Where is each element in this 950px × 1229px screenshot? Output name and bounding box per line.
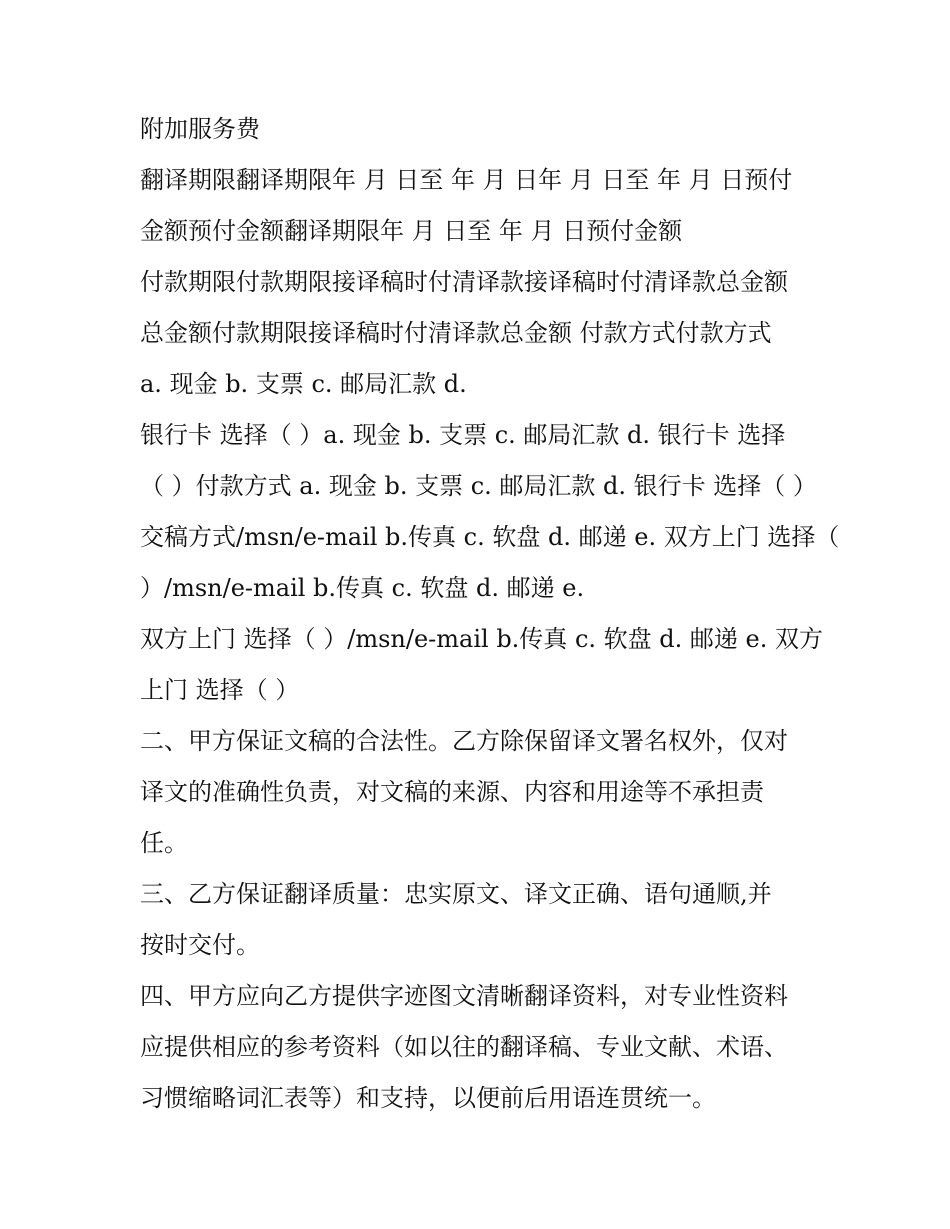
text-line: a. 现金 b. 支票 c. 邮局汇款 d. <box>140 370 467 398</box>
text-line: 总金额付款期限接译稿时付清译款总金额 付款方式付款方式 <box>140 319 772 347</box>
text-line: 附加服务费 <box>140 115 260 143</box>
clause-4-line: 应提供相应的参考资料（如以往的翻译稿、专业文献、术语、 <box>140 1033 788 1061</box>
text-line: 银行卡 选择（ ）a. 现金 b. 支票 c. 邮局汇款 d. 银行卡 选择 <box>140 421 786 449</box>
clause-3-line: 按时交付。 <box>140 931 260 959</box>
text-line: 金额预付金额翻译期限年 月 日至 年 月 日预付金额 <box>140 217 683 245</box>
text-line: 双方上门 选择（ ）/msn/e-mail b.传真 c. 软盘 d. 邮递 e. 双方 <box>140 625 823 653</box>
clause-3-line: 三、乙方保证翻译质量：忠实原文、译文正确、语句通顺,并 <box>140 880 772 908</box>
text-line: ）/msn/e-mail b.传真 c. 软盘 d. 邮递 e. <box>140 574 585 602</box>
text-line: 上门 选择（ ） <box>140 676 300 704</box>
text-line: 交稿方式/msn/e-mail b.传真 c. 软盘 d. 邮递 e. 双方上门 选择（ <box>140 523 840 551</box>
text-line: 付款期限付款期限接译稿时付清译款接译稿时付清译款总金额 <box>140 268 788 296</box>
clause-4-line: 四、甲方应向乙方提供字迹图文清晰翻译资料，对专业性资料 <box>140 982 788 1010</box>
clause-2-line: 任。 <box>140 829 188 857</box>
text-line: （ ）付款方式 a. 现金 b. 支票 c. 邮局汇款 d. 银行卡 选择（ ） <box>140 472 817 500</box>
clause-2-line: 二、甲方保证文稿的合法性。乙方除保留译文署名权外，仅对 <box>140 727 788 755</box>
clause-4-line: 习惯缩略词汇表等）和支持，以便前后用语连贯统一。 <box>140 1084 716 1112</box>
document-body <box>140 104 840 1124</box>
text-line: 翻译期限翻译期限年 月 日至 年 月 日年 月 日至 年 月 日预付 <box>140 166 793 194</box>
clause-2-line: 译文的准确性负责，对文稿的来源、内容和用途等不承担责 <box>140 778 764 806</box>
